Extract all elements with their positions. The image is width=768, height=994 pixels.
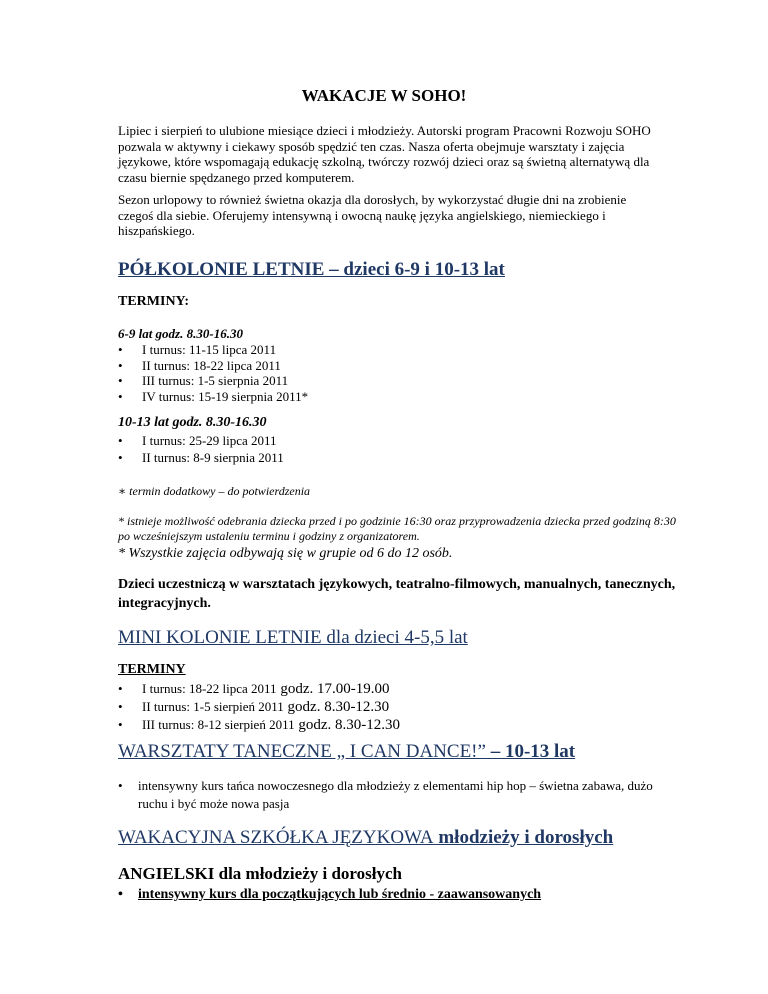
terminy-label-2: TERMINY: [118, 662, 186, 677]
bullet: •: [118, 778, 123, 793]
terminy-label: TERMINY:: [118, 294, 190, 309]
section-heading-szkolka: [118, 827, 613, 849]
heading-text: PÓŁKOLONIE LETNIE: [118, 259, 325, 280]
heading-text-rest: dla dzieci 4-5,5 lat: [321, 627, 468, 648]
list-item: • III turnus: 1-5 sierpnia 2011: [118, 373, 289, 388]
activities-summary: Dzieci uczestniczą w warsztatach językowych, teatralno-filmowych, manualnych, tanecznych, integracyjnych.: [118, 577, 676, 611]
list-item: • I turnus: 25-29 lipca 2011: [118, 433, 277, 448]
heading-text: MINI KOLONIE LETNIE: [118, 627, 322, 648]
bullet: •: [118, 887, 123, 902]
intro-paragraph-1: Lipiec i sierpień to ulubione miesiące dzieci i młodzieży. Autorski program Pracowni Rozwoju SOHO pozwala w aktywny i ciekawy sposób spędzić ten czas. Nasza oferta obejmuje warsztaty i zajęcia językowe, które wspomagają edukację szkolną, twórczy rozwój dzieci oraz są świetną alternatywą dla czasu biernie spędzanego przed komputerem.: [118, 123, 651, 185]
heading-text-rest: – dzieci 6-9 i 10-13 lat: [324, 259, 505, 280]
group-10-13-list: [118, 432, 284, 466]
additional-term-note: ∗ termin dodatkowy – do potwierdzenia: [118, 484, 311, 498]
list-item: • I turnus: 11-15 lipca 2011: [118, 342, 277, 357]
heading-text: WAKACYJNA SZKÓŁKA JĘZYKOWA: [118, 827, 434, 848]
list-item: • II turnus: 8-9 sierpnia 2011: [118, 450, 284, 465]
asterisk-icon: ∗: [118, 484, 130, 498]
group-10-13-label: 10-13 lat godz. 8.30-16.30: [118, 415, 267, 430]
section-heading-polkolonie: [118, 259, 505, 281]
minikolonie-list: [118, 680, 400, 734]
english-subheading: ANGIELSKI dla młodzieży i dorosłych: [118, 864, 402, 883]
list-item: • II turnus: 18-22 lipca 2011: [118, 357, 281, 373]
section-heading-warsztaty: [118, 741, 575, 763]
section-heading-minikolonie: [118, 627, 468, 649]
list-item: • IV turnus: 15-19 sierpnia 2011*: [118, 388, 309, 404]
intro-paragraph-2: Sezon urlopowy to również świetna okazja dla dorosłych, by wykorzystać długie dni na zrobienie czegoś dla siebie. Oferujemy intensywną i owocną naukę języka angielskiego, niemieckiego i hiszpańskiego.: [118, 192, 627, 239]
group-size-note: * Wszystkie zajęcia odbywają się w grupie od 6 do 12 osób.: [118, 546, 453, 561]
dance-list-item: • intensywny kurs tańca nowoczesnego dla młodzieży z elementami hip hop – świetna zabawa, dużo ruchu i być może nowa pasja: [118, 778, 653, 811]
list-item: • III turnus: 8-12 sierpień 2011 godz. 8.30-12.30: [118, 717, 401, 733]
list-item: • II turnus: 1-5 sierpień 2011 godz. 8.30-12.30: [118, 699, 390, 715]
heading-text-rest: – 10-13 lat: [485, 741, 576, 762]
pickup-note: * istnieje możliwość odebrania dziecka przed i po godzinie 16:30 oraz przyprowadzenia dziecka przed godziną 8:30 po wcześniejszym ustaleniu terminu i godziny z organizatorem.: [118, 514, 676, 543]
heading-text-rest: młodzieży i dorosłych: [433, 827, 614, 848]
document-page: WAKACJE W SOHO! Lipiec i sierpień to ulubione miesiące dzieci i młodzieży. Autorski program Pracowni Rozwoju SOHO pozwala w aktywny i ciekawy sposób spędzić ten czas. Nasza oferta obejmuje warsztaty i zajęcia językowe, które wspomagają edukację szkolną, twórczy rozwój dzieci oraz są świetną alternatywą dla czasu biernie spędzanego przed komputerem. Sezon urlopowy to również świetna okazja dla dorosłych, by wykorzystać długie dni na zrobienie czegoś dla siebie. Oferujemy intensywną i owocną naukę języka angielskiego, niemieckiego i hiszpańskiego. PÓŁKOLONIE LETNIE – dzieci 6-9 i 10-13 lat TERMINY: 6-9 lat godz. 8.30-16.30 • I turnus: 11-15 lipca 2011 • II turnus: 18-22 lipca 2011 • III turnus: 1-5 sierpnia 2011 • IV turnus: 15-19 sierpnia 2011* 10-13 lat godz. 8.30-16.30 • I turnus: 25-29 lipca 2011 • II turnus: 8-9 sierpnia 2011 ∗ termin dodatkowy – do potwierdzenia * istnieje możliwość odebrania dziecka przed i po godzinie 16:30 oraz przyprowadzenia dziecka przed godziną 8:30 po wcześniejszym ustaleniu terminu i godziny z organizatorem. * Wszystkie zajęcia odbywają się w grupie od 6 do 12 osób. Dzieci uczestniczą w warsztatach językowych, teatralno-filmowych, manualnych, tanecznych, integracyjnych. MINI KOLONIE LETNIE dla dzieci 4-5,5 lat TERMINY • I turnus: 18-22 lipca 2011 godz. 17.00-19.00 • II turnus: 1-5 sierpień 2011 godz. 8.30-12.30 • III turnus: 8-12 sierpień 2011 godz. 8.30-12.30 WARSZTATY TANECZNE „ I CAN DANCE!” – 10-13 lat • intensywny kurs tańca nowoczesnego dla młodzieży z elementami hip hop – świetna zabawa, dużo ruchu i być może nowa pasja WAKACYJNA SZKÓŁKA JĘZYKOWA młodzieży i dorosłych ANGIELSKI dla młodzieży i dorosłych • intensywny kurs dla początkujących lub średnio - zaawansowanych: [0, 0, 768, 994]
page-title: WAKACJE W SOHO!: [301, 86, 467, 105]
list-item: • I turnus: 18-22 lipca 2011 godz. 17.00-19.00: [118, 681, 390, 697]
heading-text: WARSZTATY TANECZNE „ I CAN DANCE!”: [118, 741, 486, 762]
group-6-9-label: 6-9 lat godz. 8.30-16.30: [118, 326, 243, 341]
group-6-9-list: [118, 342, 308, 404]
